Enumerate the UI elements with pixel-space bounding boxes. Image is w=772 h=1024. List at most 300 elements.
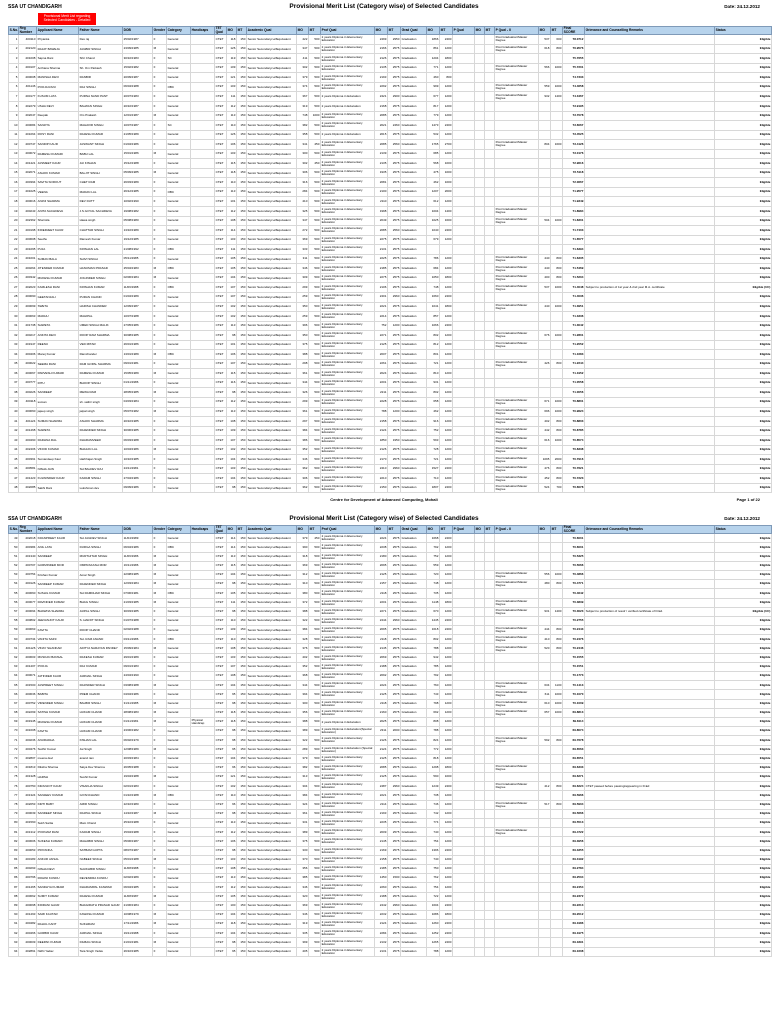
cell-dob: 24/11/1981 xyxy=(123,464,153,474)
cell-academic-mt: 500 xyxy=(309,92,321,102)
cell-final-score: 69.8074 xyxy=(563,727,585,736)
cell-grad-mt: 1200 xyxy=(440,736,453,745)
cell-pg-mo xyxy=(475,140,485,150)
cell-prof-mo: 2095 xyxy=(375,561,388,570)
cell-prof-qual: 2 years Diploma in Elementary Education xyxy=(321,837,375,846)
cell-final-score: 71.4048 xyxy=(563,283,585,293)
cell-pg-mt xyxy=(485,929,495,938)
cell-prof-mt: 2575 xyxy=(388,534,401,543)
cell-gender: F xyxy=(153,474,167,484)
cell-grad-mo: 779 xyxy=(427,111,440,121)
cell-academic-qual: Senior Secondary/+2/Equivalent xyxy=(247,800,297,809)
cell-pg2-mt: 1000 xyxy=(551,690,563,699)
cell-pg-qual-2 xyxy=(495,543,539,552)
cell-prof-mt: 2575 xyxy=(388,359,401,369)
cell-final-score: 69.6271 xyxy=(563,773,585,782)
cell-pg-qual-2 xyxy=(495,73,539,83)
cell-grad-mo: 692 xyxy=(427,708,440,717)
cell-final-score: 70.1551 xyxy=(563,662,585,671)
page-number: Page 1 of 22 xyxy=(736,497,760,502)
cell-prof-qual: 2 years Diploma in Elementary Education xyxy=(321,672,375,681)
cell-category: General xyxy=(167,111,191,121)
cell-handicaps xyxy=(191,552,215,561)
cell-category: General xyxy=(167,417,191,427)
cell-handicaps xyxy=(191,653,215,662)
cell-prof-qual: 2 years Diploma in Education xyxy=(321,92,375,102)
cell-dob: 11/06/1988 xyxy=(123,283,153,293)
table-row xyxy=(9,589,772,598)
cell-dob: 21/03/1985 xyxy=(123,598,153,607)
cell-grad-mo: 942 xyxy=(427,653,440,662)
cell-grad-mt: 1200 xyxy=(440,874,453,883)
cell-handicaps xyxy=(191,864,215,873)
table-row xyxy=(9,207,772,217)
cell-pg-mo xyxy=(475,359,485,369)
cell-pg-mo xyxy=(475,727,485,736)
cell-pg-mt xyxy=(485,727,495,736)
cell-pg2-mo: 1095 xyxy=(539,455,551,465)
cell-pg-mt xyxy=(485,149,495,159)
cell-prof-qual: 2 years Diploma in Elementary Education xyxy=(321,699,375,708)
cell-prof-mt: 2575 xyxy=(388,800,401,809)
cell-category: General xyxy=(167,828,191,837)
column-header-father-name: Father Name xyxy=(79,526,123,534)
cell-remarks xyxy=(585,178,715,188)
cell-tet-qual: CTET xyxy=(215,616,227,625)
cell-handicaps xyxy=(191,130,215,140)
table-row xyxy=(9,283,772,293)
cell-handicaps xyxy=(191,331,215,341)
cell-academic-qual: Senior Secondary/+2/Equivalent xyxy=(247,938,297,947)
cell-tet-mt: 150 xyxy=(237,727,247,736)
cell-pg2-mo xyxy=(539,445,551,455)
cell-remarks xyxy=(585,321,715,331)
cell-reg-number: 400060 xyxy=(19,407,37,417)
cell-gender: F xyxy=(153,140,167,150)
cell-tet-qual: CTET xyxy=(215,534,227,543)
cell-reg-number: 400406 xyxy=(19,350,37,360)
cell-prof-mt: 2575 xyxy=(388,662,401,671)
cell-prof-qual: 2 years Diploma in Elementary Education xyxy=(321,44,375,54)
cell-pg2-mt: 700 xyxy=(551,483,563,493)
table-row xyxy=(9,598,772,607)
cell-dob: 03/08/1988 xyxy=(123,681,153,690)
cell-pg2-mo xyxy=(539,245,551,255)
cell-gender: F xyxy=(153,672,167,681)
cell-tet-qual: CTET xyxy=(215,187,227,197)
cell-final-score: 69.8813 xyxy=(563,708,585,717)
cell-reg-number: 402085 xyxy=(19,483,37,493)
cell-prof-mt: 2575 xyxy=(388,445,401,455)
cell-pg-qual xyxy=(453,235,475,245)
cell-final-score: 75.7201 xyxy=(563,63,585,73)
cell-tet-mt: 150 xyxy=(237,846,247,855)
column-header-gender: Gender xyxy=(153,27,167,35)
cell-pg2-mt xyxy=(551,168,563,178)
cell-pg2-mt: 1000 xyxy=(551,331,563,341)
cell-handicaps xyxy=(191,35,215,45)
cell-handicaps xyxy=(191,216,215,226)
cell-academic-mo: 318 xyxy=(297,552,309,561)
cell-tet-mo: 103 xyxy=(227,149,237,159)
cell-academic-qual: Senior Secondary/+2/Equivalent xyxy=(247,681,297,690)
cell-status: Eligible xyxy=(715,178,772,188)
cell-pg-qual xyxy=(453,791,475,800)
cell-applicant-name: SAVITA SOROUT xyxy=(37,178,79,188)
cell-pg2-mo xyxy=(539,920,551,929)
cell-grad-qual: Graduation xyxy=(401,312,427,322)
column-header-prof-qual: Prof Qual xyxy=(321,27,375,35)
cell-applicant-name: SUMIT KUMAR xyxy=(37,892,79,901)
table-row xyxy=(9,102,772,112)
cell-sno: 89 xyxy=(9,901,19,910)
cell-status: Eligible xyxy=(715,883,772,892)
cell-academic-mt: 500 xyxy=(309,359,321,369)
cell-applicant-name: SANDEEP xyxy=(37,552,79,561)
cell-reg-number: 400236 xyxy=(19,736,37,745)
cell-status: Eligible xyxy=(715,910,772,919)
cell-tet-mt: 150 xyxy=(237,455,247,465)
cell-pg-mt xyxy=(485,672,495,681)
cell-tet-mt: 150 xyxy=(237,168,247,178)
cell-reg-number: 401324 xyxy=(19,791,37,800)
cell-academic-mo: 324 xyxy=(297,800,309,809)
cell-final-score: 69.5666 xyxy=(563,809,585,818)
cell-pg2-mt: 1400 xyxy=(551,607,563,616)
table-row xyxy=(9,635,772,644)
cell-final-score: 69.6224 xyxy=(563,782,585,791)
cell-prof-qual: 2 years Diploma in Elementary Education xyxy=(321,168,375,178)
cell-applicant-name: meena devi xyxy=(37,754,79,763)
cell-status: Eligible xyxy=(715,264,772,274)
cell-academic-qual: Senior Secondary/+2/Equivalent xyxy=(247,455,297,465)
cell-gender: F xyxy=(153,197,167,207)
cell-remarks xyxy=(585,920,715,929)
table-row xyxy=(9,672,772,681)
cell-tet-qual: CTET xyxy=(215,82,227,92)
column-header-pg-mo: MO xyxy=(475,27,485,35)
cell-father-name: Satya Dev Sharma xyxy=(79,763,123,772)
cell-final-score: 70.1009 xyxy=(563,699,585,708)
cell-remarks xyxy=(585,149,715,159)
cell-academic-mo: 356 xyxy=(297,708,309,717)
cell-sno: 74 xyxy=(9,763,19,772)
cell-pg-qual xyxy=(453,54,475,64)
cell-remarks xyxy=(585,644,715,653)
cell-sno: 26 xyxy=(9,273,19,283)
cell-applicant-name: KAVITA xyxy=(37,727,79,736)
cell-grad-mo: 1041 xyxy=(427,302,440,312)
cell-grad-qual: Graduation xyxy=(401,589,427,598)
cell-tet-qual: CTET xyxy=(215,589,227,598)
cell-category: OBC xyxy=(167,635,191,644)
cell-final-score: 70.3023 xyxy=(563,607,585,616)
cell-category: General xyxy=(167,699,191,708)
cell-pg-qual xyxy=(453,312,475,322)
cell-category: General xyxy=(167,736,191,745)
cell-grad-mo: 1086 xyxy=(427,910,440,919)
cell-tet-qual: CTET xyxy=(215,662,227,671)
cell-tet-mo: 95 xyxy=(227,690,237,699)
cell-tet-mt: 150 xyxy=(237,589,247,598)
cell-applicant-name: JASPREET SINGH xyxy=(37,681,79,690)
table-row xyxy=(9,73,772,83)
cell-tet-qual: CTET xyxy=(215,483,227,493)
cell-father-name: RAJENDER SINGH xyxy=(79,426,123,436)
cell-applicant-name: Sudhir Kumar xyxy=(37,745,79,754)
cell-applicant-name: REENU xyxy=(37,340,79,350)
cell-pg-mt xyxy=(485,782,495,791)
cell-academic-mt: 500 xyxy=(309,216,321,226)
cell-academic-mt: 500 xyxy=(309,397,321,407)
cell-dob: 11/06/1986 xyxy=(123,552,153,561)
cell-remarks xyxy=(585,331,715,341)
cell-pg2-mt xyxy=(551,864,563,873)
cell-pg-qual-2 xyxy=(495,819,539,828)
cell-pg2-mt xyxy=(551,73,563,83)
cell-final-score: 69.4722 xyxy=(563,828,585,837)
column-header-reg-number: Reg Number xyxy=(19,526,37,534)
cell-tet-mt: 150 xyxy=(237,140,247,150)
cell-prof-mt: 2575 xyxy=(388,892,401,901)
cell-pg-qual-2 xyxy=(495,773,539,782)
cell-sno: 87 xyxy=(9,883,19,892)
cell-tet-mt: 150 xyxy=(237,178,247,188)
cell-tet-mt: 150 xyxy=(237,245,247,255)
cell-pg-mt xyxy=(485,561,495,570)
cell-applicant-name: SWETA xyxy=(37,302,79,312)
cell-gender: F xyxy=(153,947,167,956)
cell-tet-qual: CTET xyxy=(215,331,227,341)
cell-dob: 06/02/1979 xyxy=(123,736,153,745)
cell-prof-mo: 2114 xyxy=(375,800,388,809)
cell-dob: 14/10/1987 xyxy=(123,809,153,818)
cell-category: General xyxy=(167,616,191,625)
cell-grad-mo: 728 xyxy=(427,445,440,455)
table-row xyxy=(9,938,772,947)
cell-pg-mo xyxy=(475,168,485,178)
cell-prof-qual: 2 years Diploma in Elementary Education xyxy=(321,864,375,873)
column-header-academic-mt: MT xyxy=(309,27,321,35)
cell-father-name: CHET RAM xyxy=(79,178,123,188)
cell-pg2-mo xyxy=(539,938,551,947)
cell-status: Eligible xyxy=(715,598,772,607)
cell-status: Eligible xyxy=(715,245,772,255)
cell-handicaps xyxy=(191,837,215,846)
cell-gender: F xyxy=(153,235,167,245)
cell-grad-qual: Graduation xyxy=(401,417,427,427)
cell-academic-mt: 500 xyxy=(309,292,321,302)
cell-final-score: 71.8984 xyxy=(563,207,585,217)
cell-reg-number: 400391 xyxy=(19,455,37,465)
cell-father-name: SH RAMDHAR SINGH xyxy=(79,589,123,598)
cell-reg-number: 400264 xyxy=(19,264,37,274)
cell-pg-qual-2: Post Graduation/Master Degree xyxy=(495,302,539,312)
cell-status: Eligible xyxy=(715,197,772,207)
cell-grad-qual: Graduation xyxy=(401,819,427,828)
cell-grad-mo: 1004 xyxy=(427,207,440,217)
cell-father-name: SH BALDEV RAJ xyxy=(79,464,123,474)
cell-status: Eligible xyxy=(715,102,772,112)
cell-tet-mo: 102 xyxy=(227,445,237,455)
cell-pg2-mo xyxy=(539,910,551,919)
cell-reg-number: 401560 xyxy=(19,819,37,828)
cell-tet-mo: 107 xyxy=(227,662,237,671)
cell-father-name: Ramesh Kumar xyxy=(79,235,123,245)
cell-remarks xyxy=(585,197,715,207)
cell-applicant-name: JATINDER KAUR xyxy=(37,672,79,681)
cell-academic-mo: 356 xyxy=(297,864,309,873)
cell-tet-qual: CTET xyxy=(215,464,227,474)
cell-handicaps xyxy=(191,92,215,102)
cell-prof-qual: 2 years Diploma in Elementary Education xyxy=(321,910,375,919)
cell-tet-qual: CTET xyxy=(215,417,227,427)
cell-remarks xyxy=(585,388,715,398)
table-row xyxy=(9,929,772,938)
cell-reg-number: 400009 xyxy=(19,938,37,947)
cell-sno: 69 xyxy=(9,717,19,726)
cell-handicaps xyxy=(191,699,215,708)
cell-academic-qual: Senior Secondary/+2/Equivalent xyxy=(247,846,297,855)
cell-grad-mo: 590 xyxy=(427,773,440,782)
cell-grad-mo: 1604 xyxy=(427,901,440,910)
cell-category: General xyxy=(167,331,191,341)
cell-father-name: KISHAN LAL xyxy=(79,736,123,745)
cell-pg-qual xyxy=(453,102,475,112)
cell-tet-qual: CTET xyxy=(215,800,227,809)
cell-pg2-mt xyxy=(551,543,563,552)
cell-pg-qual xyxy=(453,121,475,131)
cell-father-name: MAHABIR SINGH xyxy=(79,837,123,846)
cell-gender: M xyxy=(153,920,167,929)
cell-prof-qual: 2 years Diploma in Elementary Education xyxy=(321,350,375,360)
cell-applicant-name: Manoj Kumar xyxy=(37,350,79,360)
cell-academic-mo: 370 xyxy=(297,855,309,864)
cell-tet-qual: CTET xyxy=(215,644,227,653)
cell-academic-mt: 500 xyxy=(309,455,321,465)
cell-pg2-mo xyxy=(539,892,551,901)
cell-reg-number: 400177 xyxy=(19,92,37,102)
column-header-pg-mo: MO xyxy=(475,526,485,534)
cell-prof-qual: 2 years Diploma in Elementary Education xyxy=(321,534,375,543)
cell-pg-qual xyxy=(453,782,475,791)
cell-prof-qual: 2 years Diploma in Elementary Education xyxy=(321,140,375,150)
cell-grad-mo: 670 xyxy=(427,607,440,616)
cell-pg-mo xyxy=(475,570,485,579)
cell-pg-qual-2 xyxy=(495,846,539,855)
cell-applicant-name: MUSKAN BANSAL xyxy=(37,653,79,662)
cell-academic-mt: 500 xyxy=(309,331,321,341)
cell-status: Eligible xyxy=(715,552,772,561)
cell-pg-qual-2 xyxy=(495,378,539,388)
cell-category: General xyxy=(167,102,191,112)
cell-academic-mt: 500 xyxy=(309,819,321,828)
cell-academic-mt: 500 xyxy=(309,653,321,662)
cell-applicant-name: ROHINI KUNDU xyxy=(37,874,79,883)
cell-tet-mo: 113 xyxy=(227,874,237,883)
cell-final-score: 70.8574 xyxy=(563,436,585,446)
cell-grad-mo: 798 xyxy=(427,699,440,708)
cell-prof-mt: 2575 xyxy=(388,426,401,436)
cell-sno: 44 xyxy=(9,445,19,455)
cell-status: Eligible xyxy=(715,864,772,873)
table-row xyxy=(9,92,772,102)
cell-dob: 08/07/1987 xyxy=(123,846,153,855)
cell-grad-qual: Graduation xyxy=(401,455,427,465)
cell-status: Eligible xyxy=(715,302,772,312)
cell-remarks xyxy=(585,763,715,772)
cell-pg-qual-2 xyxy=(495,388,539,398)
cell-handicaps xyxy=(191,159,215,169)
cell-grad-qual: Graduation xyxy=(401,35,427,45)
cell-final-score: 73.4525 xyxy=(563,130,585,140)
cell-grad-qual: Graduation xyxy=(401,543,427,552)
cell-grad-qual: Graduation xyxy=(401,130,427,140)
cell-prof-qual: 2 years Diploma in Elementary Education xyxy=(321,321,375,331)
cell-academic-mt: 500 xyxy=(309,947,321,956)
table-row xyxy=(9,149,772,159)
cell-prof-qual: 2 years Diploma in Elementary Education xyxy=(321,283,375,293)
cell-grad-qual: Graduation xyxy=(401,708,427,717)
cell-grad-mo: 760 xyxy=(427,681,440,690)
cell-academic-mt: 500 xyxy=(309,44,321,54)
cell-reg-number: 401312 xyxy=(19,828,37,837)
column-header-reg-number: Reg Number xyxy=(19,27,37,35)
cell-tet-qual: CTET xyxy=(215,426,227,436)
cell-academic-mo: 379 xyxy=(297,754,309,763)
cell-academic-qual: Senior Secondary/+2/Equivalent xyxy=(247,111,297,121)
cell-grad-mt: 2400 xyxy=(440,121,453,131)
cell-remarks xyxy=(585,121,715,131)
cell-category: SC xyxy=(167,54,191,64)
column-header-academic-qual: Academic Qual xyxy=(247,27,297,35)
cell-pg-mo xyxy=(475,445,485,455)
cell-academic-qual: Senior Secondary/+2/Equivalent xyxy=(247,580,297,589)
table-row xyxy=(9,445,772,455)
cell-prof-mt: 2575 xyxy=(388,73,401,83)
cell-grad-qual: Graduation xyxy=(401,302,427,312)
cell-father-name: BHAG SINGH xyxy=(79,598,123,607)
cell-category: General xyxy=(167,846,191,855)
cell-grad-mo: 774 xyxy=(427,819,440,828)
cell-tet-qual: CTET xyxy=(215,283,227,293)
cell-prof-qual: 2 years Diploma in Elementary Education xyxy=(321,54,375,64)
table-row xyxy=(9,773,772,782)
cell-tet-mo: 104 xyxy=(227,910,237,919)
cell-final-score: 70.4642 xyxy=(563,589,585,598)
cell-prof-mo: 2007 xyxy=(375,350,388,360)
cell-reg-number: 400293 xyxy=(19,864,37,873)
cell-academic-mo: 320 xyxy=(297,892,309,901)
cell-pg-qual xyxy=(453,598,475,607)
cell-tet-mo: 116 xyxy=(227,378,237,388)
cell-academic-mt: 500 xyxy=(309,63,321,73)
cell-remarks xyxy=(585,474,715,484)
cell-handicaps xyxy=(191,635,215,644)
cell-academic-mt: 500 xyxy=(309,782,321,791)
cell-grad-mo: 810 xyxy=(427,369,440,379)
cell-prof-mt: 2575 xyxy=(388,235,401,245)
cell-dob: 05/07/1982 xyxy=(123,407,153,417)
cell-grad-mt: 1200 xyxy=(440,283,453,293)
cell-dob: 10/04/1986 xyxy=(123,445,153,455)
cell-pg-mo xyxy=(475,474,485,484)
cell-remarks xyxy=(585,626,715,635)
cell-pg2-mt xyxy=(551,598,563,607)
cell-sno: 23 xyxy=(9,245,19,255)
cell-tet-mt: 150 xyxy=(237,292,247,302)
cell-dob: 22/10/1980 xyxy=(123,800,153,809)
